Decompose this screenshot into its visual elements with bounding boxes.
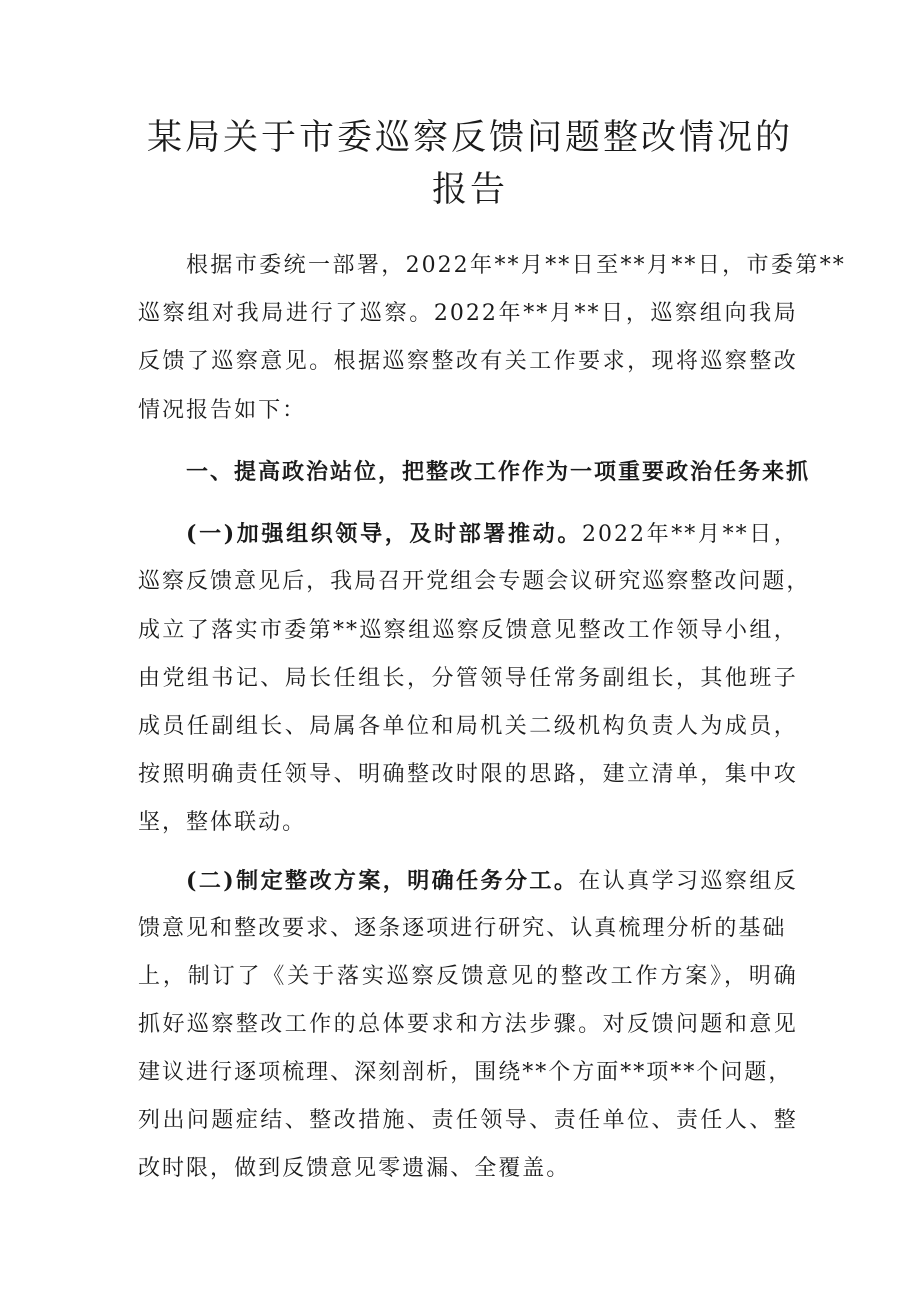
text-line: 由党组书记、局长任组长，分管领导任常务副组长，其他班子 [138,666,798,691]
text-line: 列出问题症结、整改措施、责任领导、责任单位、责任人、整 [138,1108,798,1133]
text-line: 按照明确责任领导、明确整改时限的思路，建立清单，集中攻 [138,762,798,787]
document-title: 某局关于市委巡察反馈问题整改情况的报告 [146,118,793,210]
text-line: 根据市委统一部署，2022年**月**日至**月**日，市委第** [186,253,846,278]
text-line: 坚，整体联动。 [138,810,307,835]
text-line: 馈意见和整改要求、逐条逐项进行研究、认真梳理分析的基础 [138,916,787,941]
text-line: (二)制定整改方案，明确任务分工。在认真学习巡察组反 [186,868,798,894]
text-line: 巡察反馈意见后，我局召开党组会专题会议研究巡察整改问题， [138,569,811,594]
text-line: 巡察组对我局进行了巡察。2022年**月**日，巡察组向我局 [138,301,798,326]
text-line: 抓好巡察整改工作的总体要求和方法步骤。对反馈问题和意见 [138,1012,798,1037]
text-line: 反馈了巡察意见。根据巡察整改有关工作要求，现将巡察整改 [138,349,798,374]
text-line: 成员任副组长、局属各单位和局机关二级机构负责人为成员， [138,714,798,739]
text-line: (一)加强组织领导，及时部署推动。2022年**月**日， [186,521,798,547]
section-heading: 一、提高政治站位，把整改工作作为一项重要政治任务来抓 [186,459,811,485]
text-line: 成立了落实市委第**巡察组巡察反馈意见整改工作领导小组， [138,618,798,643]
text-line: 建议进行逐项梳理、深刻剖析，围绕**个方面**项**个问题， [138,1060,793,1085]
text-line: 上，制订了《关于落实巡察反馈意见的整改工作方案》，明确 [138,964,798,989]
text-line: 改时限，做到反馈意见零遗漏、全覆盖。 [138,1156,571,1181]
text-line: 情况报告如下： [138,398,307,423]
